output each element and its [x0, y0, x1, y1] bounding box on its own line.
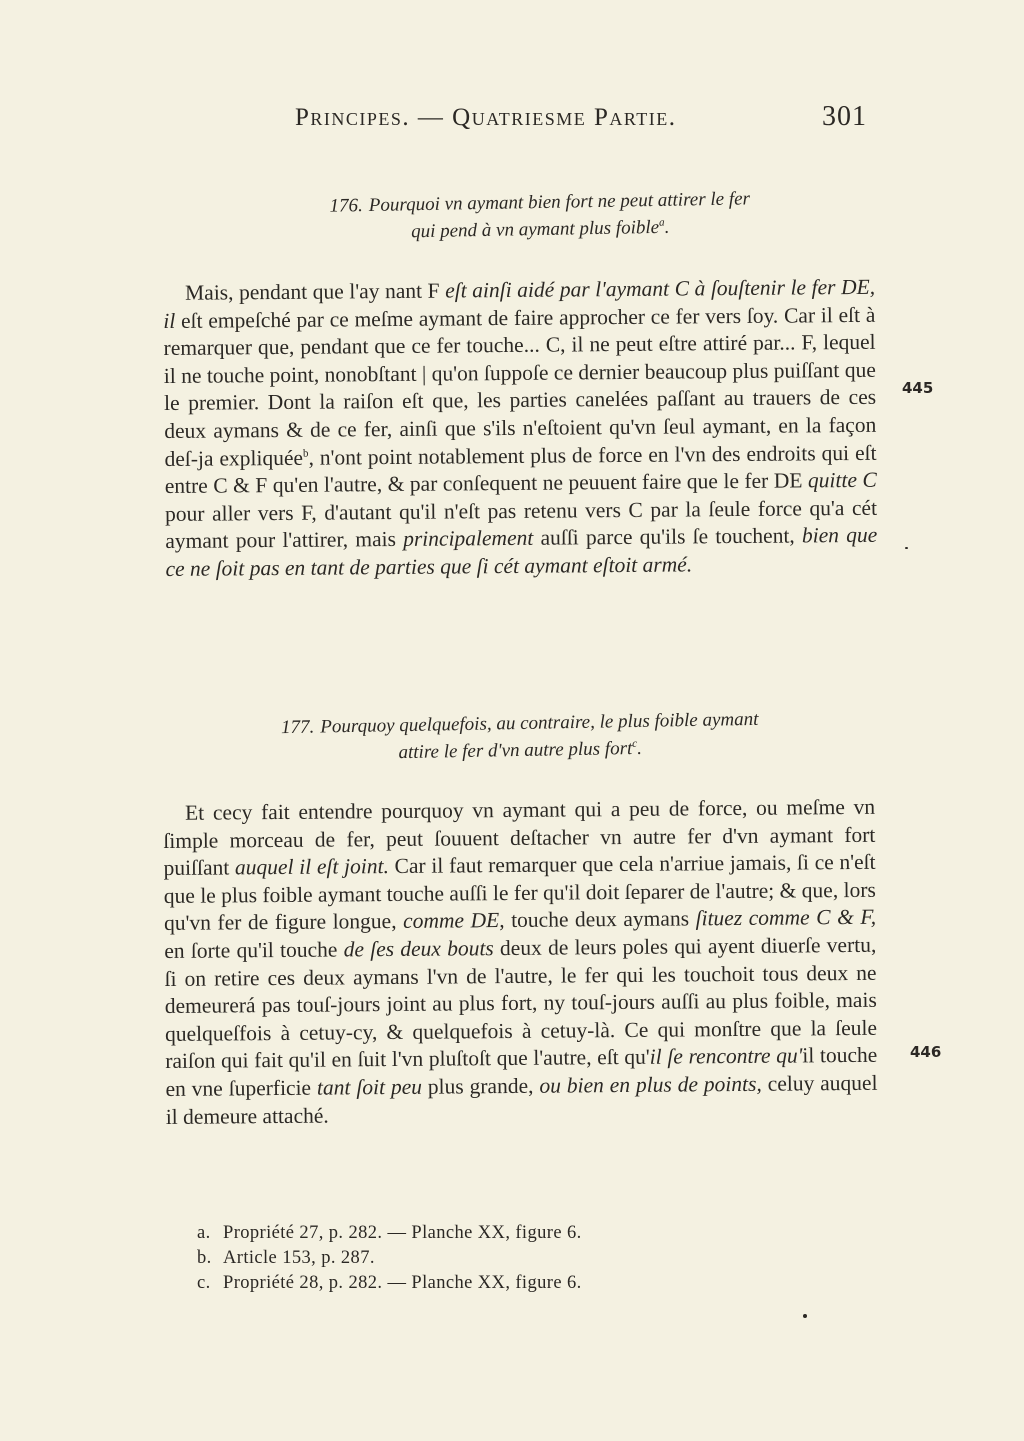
- footnote-mark: b.: [197, 1248, 212, 1268]
- text-run: Et cecy fait entendre pourquoy vn aymant qui a peu de force, ou meſme vn ſimple morceau de fer, peut ſouuent deſtacher vn autre fer d'vn aymant fort puiſſant: [163, 794, 876, 881]
- section-176-title-end: .: [664, 216, 670, 238]
- ink-speck: [905, 547, 908, 549]
- margin-page-ref-446: 446: [910, 1043, 942, 1061]
- italic-run: quitte C: [807, 467, 877, 493]
- section-177-title-text1: Pourquoy quelquefois, au contraire, le plus foible aymant: [320, 708, 759, 738]
- text-run: il touche en vne ſuperficie: [165, 1043, 878, 1101]
- footnote-text: Propriété 28, p. 282. — Planche XX, figure 6.: [223, 1273, 582, 1293]
- section-177-heading: [190, 704, 851, 770]
- italic-run: ſituez comme C & F,: [695, 905, 877, 931]
- footnotes: [197, 1221, 757, 1296]
- text-run: plus grande,: [421, 1073, 540, 1099]
- footnote-ref-c[interactable]: c: [632, 737, 638, 750]
- footnote-a: [197, 1221, 757, 1246]
- text-run: en ſorte qu'il touche: [164, 937, 344, 963]
- section-177-number: 177.: [280, 716, 315, 739]
- running-title: Principes. — Quatriesme Partie.: [295, 104, 677, 131]
- footnote-text: Article 153, p. 287.: [223, 1248, 375, 1268]
- text-run: pour aller vers F, d'autant qu'il n'eſt pas retenu vers C par la ſeule force qu'a cét aymant pour l'attirer, mais: [164, 495, 878, 554]
- italic-run: tant ſoit peu: [316, 1074, 423, 1100]
- section-176-heading: [210, 183, 871, 249]
- paragraph-177: [163, 794, 878, 1131]
- footnote-ref-b[interactable]: b: [302, 447, 309, 460]
- italic-run: bien que ce ne ſoit pas en tant de parties que ſi cét aymant eſtoit armé.: [165, 523, 878, 581]
- italic-run: de ſes deux bouts: [343, 936, 494, 962]
- italic-run: principalement: [403, 526, 534, 552]
- italic-run: comme DE,: [402, 908, 505, 934]
- margin-page-ref-445: 445: [902, 379, 934, 397]
- section-177-title-text2: attire le fer d'vn autre plus fort: [398, 738, 633, 764]
- italic-run: il ſe rencontre qu': [649, 1043, 803, 1070]
- text-run: Mais, pendant que l'ay nant F: [185, 278, 446, 305]
- text-run: Car il faut remarquer que cela n'arriue jamais, ſi ce n'eſt que le plus foible aymant touche auſſi le fer qu'il doit ſeparer de l'autre; & que, lors qu'vn fer de figure longue,: [163, 849, 876, 936]
- text-run: auſſi parce qu'ils ſe touchent,: [533, 523, 803, 551]
- italic-run: eſt ainſi aidé par l'aymant C à ſouſtenir le fer DE, il: [163, 274, 876, 333]
- footnote-text: Propriété 27, p. 282. — Planche XX, figure 6.: [223, 1223, 582, 1243]
- footnote-mark: c.: [197, 1273, 211, 1293]
- footnote-mark: a.: [197, 1223, 211, 1243]
- footnote-c: [197, 1271, 757, 1296]
- section-176-title-text2: qui pend à vn aymant plus foible: [410, 216, 660, 243]
- footnote-b: [197, 1246, 757, 1271]
- section-176-number: 176.: [329, 195, 364, 217]
- text-run: , n'ont point notablement plus de force en l'vn des endroits qui eſt entre C & F qu'en l'autre, & par conſequent ne peuuent faire que le fer DE: [164, 440, 877, 499]
- section-176-title-text1: Pourquoi vn aymant bien fort ne peut attirer le fer: [368, 188, 751, 216]
- section-177-title-end: .: [637, 737, 643, 759]
- text-run: deux de leurs poles qui ayent diuerſe vertu, ſi on retire ces deux aymans l'vn de l'autre, le fer qui les touchoit tous deux ne demeurerá pas touſ-jours joint au plus fort, ny touſ-jours auſſi au plus foible, mais quelqueſfois à cetuy-cy, & quelquefois à cetuy-là. Ce qui monſtre que la ſeule raiſon qui fait qu'il en ſuit l'vn pluſtoſt que l'autre, eſt qu': [164, 932, 878, 1074]
- text-run: eſt empeſché par ce meſme aymant de faire approcher ce fer vers ſoy. Car il eſt à remarquer que, pendant que ce fer touche... C, il ne peut eſtre attiré par... F, lequel il ne touche point, nonobſtant | qu'on ſuppoſe ce dernier beaucoup plus puiſſant que le premier. Dont la raiſon eſt que, les parties canelées paſſant au trauers de ces deux aymans & de ce fer, ainſi que s'ils n'eſtoient qu'vn ſeul aymant, en la façon deſ-ja expliquée: [163, 302, 877, 471]
- italic-run: ou bien en plus de points,: [539, 1071, 762, 1098]
- page-number: 301: [822, 101, 867, 132]
- ink-speck: [803, 1314, 807, 1318]
- italic-run: auquel il eſt joint.: [234, 854, 390, 880]
- paragraph-176: [163, 274, 878, 584]
- text-run: touche deux aymans: [504, 906, 696, 933]
- footnote-ref-a[interactable]: a: [658, 216, 665, 229]
- text-run: celuy auquel il demeure attaché.: [165, 1070, 878, 1129]
